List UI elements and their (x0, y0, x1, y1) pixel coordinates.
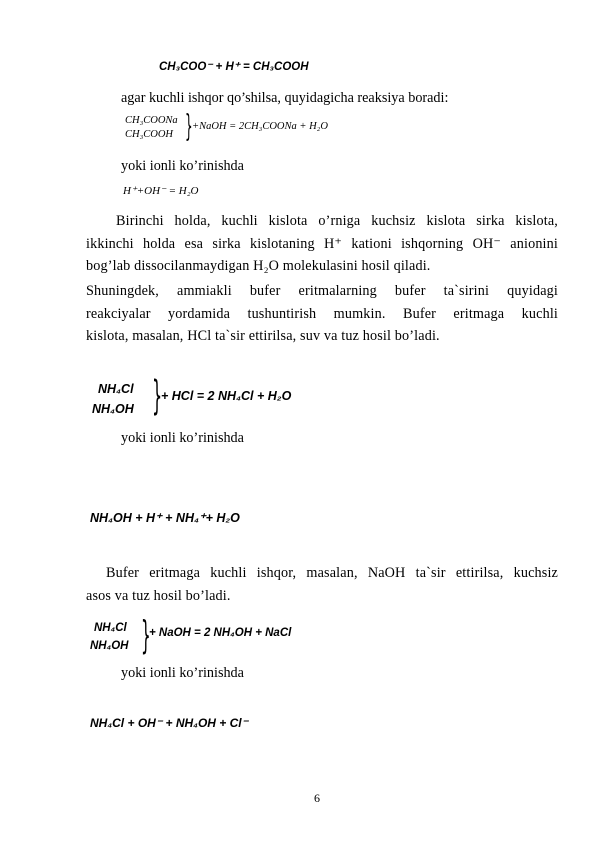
equation-water: H⁺+OH⁻ = H₂O (123, 185, 199, 197)
brace-icon: } (141, 613, 151, 657)
paragraph-line: Birinchi holda, kuchli kislota o’rniga kuchsiz kislota sirka kislota, (116, 213, 558, 229)
equation-acetate: CH₃COO⁻ + H⁺ = CH₃COOH (159, 61, 309, 73)
paragraph-line: Shuningdek, ammiakli bufer eritmalarning bufer ta`sirini quyidagi (86, 283, 558, 299)
brace-icon: } (152, 373, 163, 419)
text-ionic-form: yoki ionli ko’rinishda (121, 430, 244, 446)
eq-bottom: NH₄OH (92, 402, 134, 416)
eq-rhs: + NaOH = 2 NH₄OH + NaCl (149, 627, 292, 639)
equation-ammonia-hcl (92, 379, 134, 419)
text-strong-base: agar kuchli ishqor qo’shilsa, quyidagicha reaksiya boradi: (121, 90, 449, 106)
paragraph-line: bog’lab dissocilanmaydigan H₂O molekulasini hosil qiladi. (86, 258, 431, 275)
brace-icon: } (185, 109, 193, 144)
eq-top: CH₃COONa (125, 115, 178, 126)
paragraph-1 (86, 210, 558, 278)
paragraph-line: kislota, masalan, HCl ta`sir ettirilsa, suv va tuz hosil bo’ladi. (86, 328, 440, 345)
paragraph-3 (86, 562, 558, 607)
paragraph-line: Bufer eritmaga kuchli ishqor, masalan, NaOH ta`sir ettirilsa, kuchsiz (106, 565, 558, 581)
text-ionic-form: yoki ionli ko’rinishda (121, 158, 244, 174)
paragraph-2 (86, 280, 558, 348)
eq-rhs: +NaOH = 2CH₃COONa + H₂O (192, 121, 328, 132)
equation-ammonia-naoh-ionic: NH₄Cl + OH⁻ + NH₄OH + Cl⁻ (90, 716, 248, 730)
eq-rhs: + HCl = 2 NH₄Cl + H₂O (161, 389, 292, 403)
paragraph-line: asos va tuz hosil bo’ladi. (86, 587, 231, 604)
eq-bottom: NH₄OH (90, 640, 129, 652)
paragraph-line: reakciyalar yordamida tushuntirish mumkin. Bufer eritmaga kuchli (86, 305, 558, 322)
equation-ammonia-naoh (90, 619, 128, 655)
page-number: 6 (314, 791, 320, 805)
equation-acetate-naoh (125, 114, 178, 142)
eq-top: NH₄Cl (94, 622, 127, 634)
eq-bottom: CH₃COOH (125, 129, 173, 140)
text-ionic-form: yoki ionli ko’rinishda (121, 665, 244, 681)
equation-ammonia-ionic: NH₄OH + H⁺ + NH₄⁺+ H₂O (90, 511, 240, 525)
eq-top: NH₄Cl (98, 382, 134, 396)
paragraph-line: ikkinchi holda esa sirka kislotaning H⁺ kationi ishqorning OH⁻ anionini (86, 235, 558, 252)
